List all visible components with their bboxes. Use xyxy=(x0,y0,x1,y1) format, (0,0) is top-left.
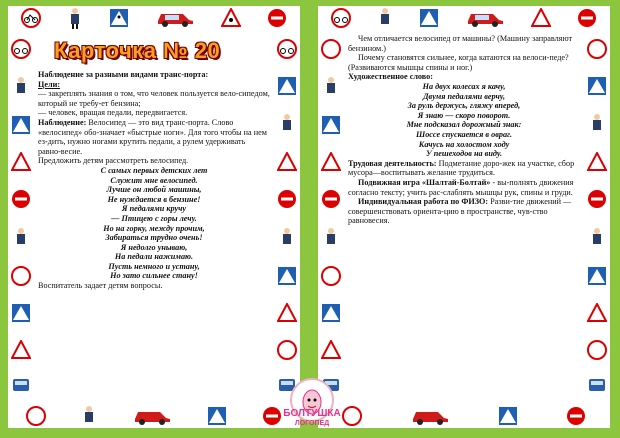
boltushka-logo xyxy=(276,378,348,434)
left-border xyxy=(8,30,34,404)
individual-paragraph xyxy=(348,197,580,226)
logo-title: БОЛТУШКА xyxy=(283,408,341,419)
goal-1: — закреплять знания о том, что человек пользуется вело-сипедом, который не требу-ет бензина; xyxy=(38,89,270,108)
right-border xyxy=(584,30,610,404)
warning-sign-icon xyxy=(277,303,297,323)
pedestrian-crossing-sign-icon xyxy=(321,115,341,135)
traffic-police-icon xyxy=(589,227,605,249)
bicycle-sign-icon xyxy=(331,8,351,28)
card-title: Карточка № 20 xyxy=(54,38,221,63)
traffic-police-icon xyxy=(13,227,29,249)
observation-text: Велосипед — это вид транс-порта. Слово «велосипед» обо-значает «быстрые ноги». Для того чтобы на нем ез-дить, нужно ногами крутить педали, а рулем удерживать равно-весие. xyxy=(38,117,267,156)
pedestrian-crossing-sign-icon xyxy=(419,8,439,28)
observation-heading: Наблюдение за разными видами транс-порта: xyxy=(38,70,209,79)
question-1: Чем отличается велосипед от машины? (Машину заправляют бензином.) xyxy=(348,34,573,53)
pedestrian-crossing-sign-icon xyxy=(11,115,31,135)
poem-line: Мне подсказал дорожный знак: xyxy=(406,120,522,130)
left-page-text xyxy=(38,70,270,400)
individual-label: Индивидуальная работа по ФИЗО: xyxy=(358,197,489,207)
individual-text: Разви-тие движений — совершенствовать ориента-цию в пространстве, чув-ство равновесия. xyxy=(348,197,572,226)
poem-line: Я недолго унываю, xyxy=(120,242,188,252)
poem-line: Я знаю — скоро поворот. xyxy=(417,110,511,120)
poem-line: За руль держусь, гляжу вперед, xyxy=(407,101,521,111)
right-page-text xyxy=(348,34,580,400)
game-label: Подвижная игра «Шалтай-Болтай» xyxy=(358,177,491,187)
bicycle-sign-icon xyxy=(11,266,31,286)
pedestrian-crossing-sign-icon xyxy=(587,266,607,286)
traffic-police-icon xyxy=(279,227,295,249)
bottom-border xyxy=(8,404,300,428)
bicycle-sign-icon xyxy=(587,39,607,59)
poem-line: На двух колесах я качу, xyxy=(422,81,506,91)
goals-label: Цели: xyxy=(38,79,61,89)
no-entry-sign-icon xyxy=(277,189,297,209)
no-entry-sign-icon xyxy=(11,189,31,209)
poem-line: На педали нажимаю. xyxy=(114,252,194,262)
bottom-border xyxy=(318,404,610,428)
question-2: Почему становятся сильнее, когда катаются на велоси-педе? (Развиваются мышцы спины и ног.) xyxy=(348,53,569,72)
car-icon xyxy=(132,407,172,425)
bicycle-sign-icon xyxy=(277,39,297,59)
top-border xyxy=(318,6,610,30)
right-card-page xyxy=(318,6,610,428)
game-text: - вы-полнять движения согласно тексту; учить рас-слаблять мышцы рук, спины и груди. xyxy=(348,177,574,197)
cycling-poem xyxy=(348,82,580,159)
warning-sign-icon xyxy=(321,340,341,360)
poem-line: Но зато сильнее стану! xyxy=(110,271,198,281)
art-word-label: Художественное слово: xyxy=(348,72,433,82)
observation-paragraph xyxy=(38,118,270,156)
bus-icon xyxy=(11,377,31,395)
poem-line: Качусь на холостом ходу xyxy=(418,139,510,149)
car-icon xyxy=(155,9,195,27)
traffic-police-icon xyxy=(589,113,605,135)
poem-line: Шоссе спускается в овраг. xyxy=(415,129,513,139)
traffic-police-icon xyxy=(323,76,339,98)
closing-text: Воспитатель задает детям вопросы. xyxy=(38,281,163,291)
pedestrian-crossing-sign-icon xyxy=(587,76,607,96)
poem-line: У пешеходов на виду. xyxy=(425,149,503,159)
bicycle-sign-icon xyxy=(587,340,607,360)
observation-label: Наблюдение: xyxy=(38,117,87,127)
bicycle-sign-icon xyxy=(11,39,31,59)
poem-line: Забираться трудно очень! xyxy=(105,233,203,243)
pedestrian-crossing-sign-icon xyxy=(498,406,518,426)
poem-line: С самых первых детских лет xyxy=(100,165,208,175)
pedestrian-crossing-sign-icon xyxy=(207,406,227,426)
left-border xyxy=(318,30,344,404)
traffic-police-icon xyxy=(323,227,339,249)
poem-line: Не нуждается в бензине! xyxy=(107,194,201,204)
warning-sign-icon xyxy=(587,303,607,323)
left-card-page xyxy=(8,6,300,428)
warning-sign-icon xyxy=(277,152,297,172)
logo-subtitle: ЛОГОПЕД xyxy=(294,420,330,427)
warning-sign-icon xyxy=(11,152,31,172)
labor-text: Подметание доро-жек на участке, сбор мусора—воспитывать желание трудиться. xyxy=(348,158,575,178)
top-border xyxy=(8,6,300,30)
warning-sign-icon xyxy=(221,8,241,28)
pedestrian-crossing-sign-icon xyxy=(321,303,341,323)
no-entry-sign-icon xyxy=(566,406,586,426)
labor-paragraph xyxy=(348,159,580,178)
warning-sign-icon xyxy=(587,152,607,172)
game-paragraph xyxy=(348,178,580,197)
poem-line: Я педалями кручу xyxy=(121,204,187,214)
poem-line: Служит мне велосипед. xyxy=(110,175,198,185)
poem-line: Пусть немного и устану, xyxy=(108,261,200,271)
right-border xyxy=(274,30,300,404)
warning-sign-icon xyxy=(531,8,551,28)
traffic-police-icon xyxy=(67,7,83,29)
pedestrian-crossing-sign-icon xyxy=(11,303,31,323)
traffic-police-icon xyxy=(13,76,29,98)
no-entry-sign-icon xyxy=(267,8,287,28)
bicycle-sign-icon xyxy=(321,39,341,59)
pedestrian-crossing-sign-icon xyxy=(109,8,129,28)
warning-sign-icon xyxy=(11,340,31,360)
no-entry-sign-icon xyxy=(587,189,607,209)
car-icon xyxy=(465,9,505,27)
labor-label: Трудовая деятельность: xyxy=(348,158,437,168)
traffic-police-icon xyxy=(279,113,295,135)
bicycle-sign-icon xyxy=(277,340,297,360)
warning-sign-icon xyxy=(321,152,341,172)
poem-line: Но на горку, между прочим, xyxy=(103,223,205,233)
goal-2: — человек, вращая педали, передвигается. xyxy=(38,108,188,118)
no-entry-sign-icon xyxy=(321,189,341,209)
car-icon xyxy=(410,407,450,425)
bicycle-sign-icon xyxy=(26,406,46,426)
poem-line: Лучше он любой машины, xyxy=(106,185,202,195)
poem-line: — Птицею с горы лечу. xyxy=(111,213,197,223)
bicycle-poem xyxy=(38,166,270,281)
bicycle-sign-icon xyxy=(321,266,341,286)
poem-line: Двумя педалями верчу, xyxy=(422,91,506,101)
bus-icon xyxy=(587,377,607,395)
suggest-text: Предложить детям рассмотреть велосипед. xyxy=(38,156,189,166)
no-entry-sign-icon xyxy=(577,8,597,28)
bicycle-sign-icon xyxy=(21,8,41,28)
pedestrian-crossing-sign-icon xyxy=(277,266,297,286)
traffic-police-icon xyxy=(377,7,393,29)
traffic-police-icon xyxy=(81,405,97,427)
pedestrian-crossing-sign-icon xyxy=(277,76,297,96)
